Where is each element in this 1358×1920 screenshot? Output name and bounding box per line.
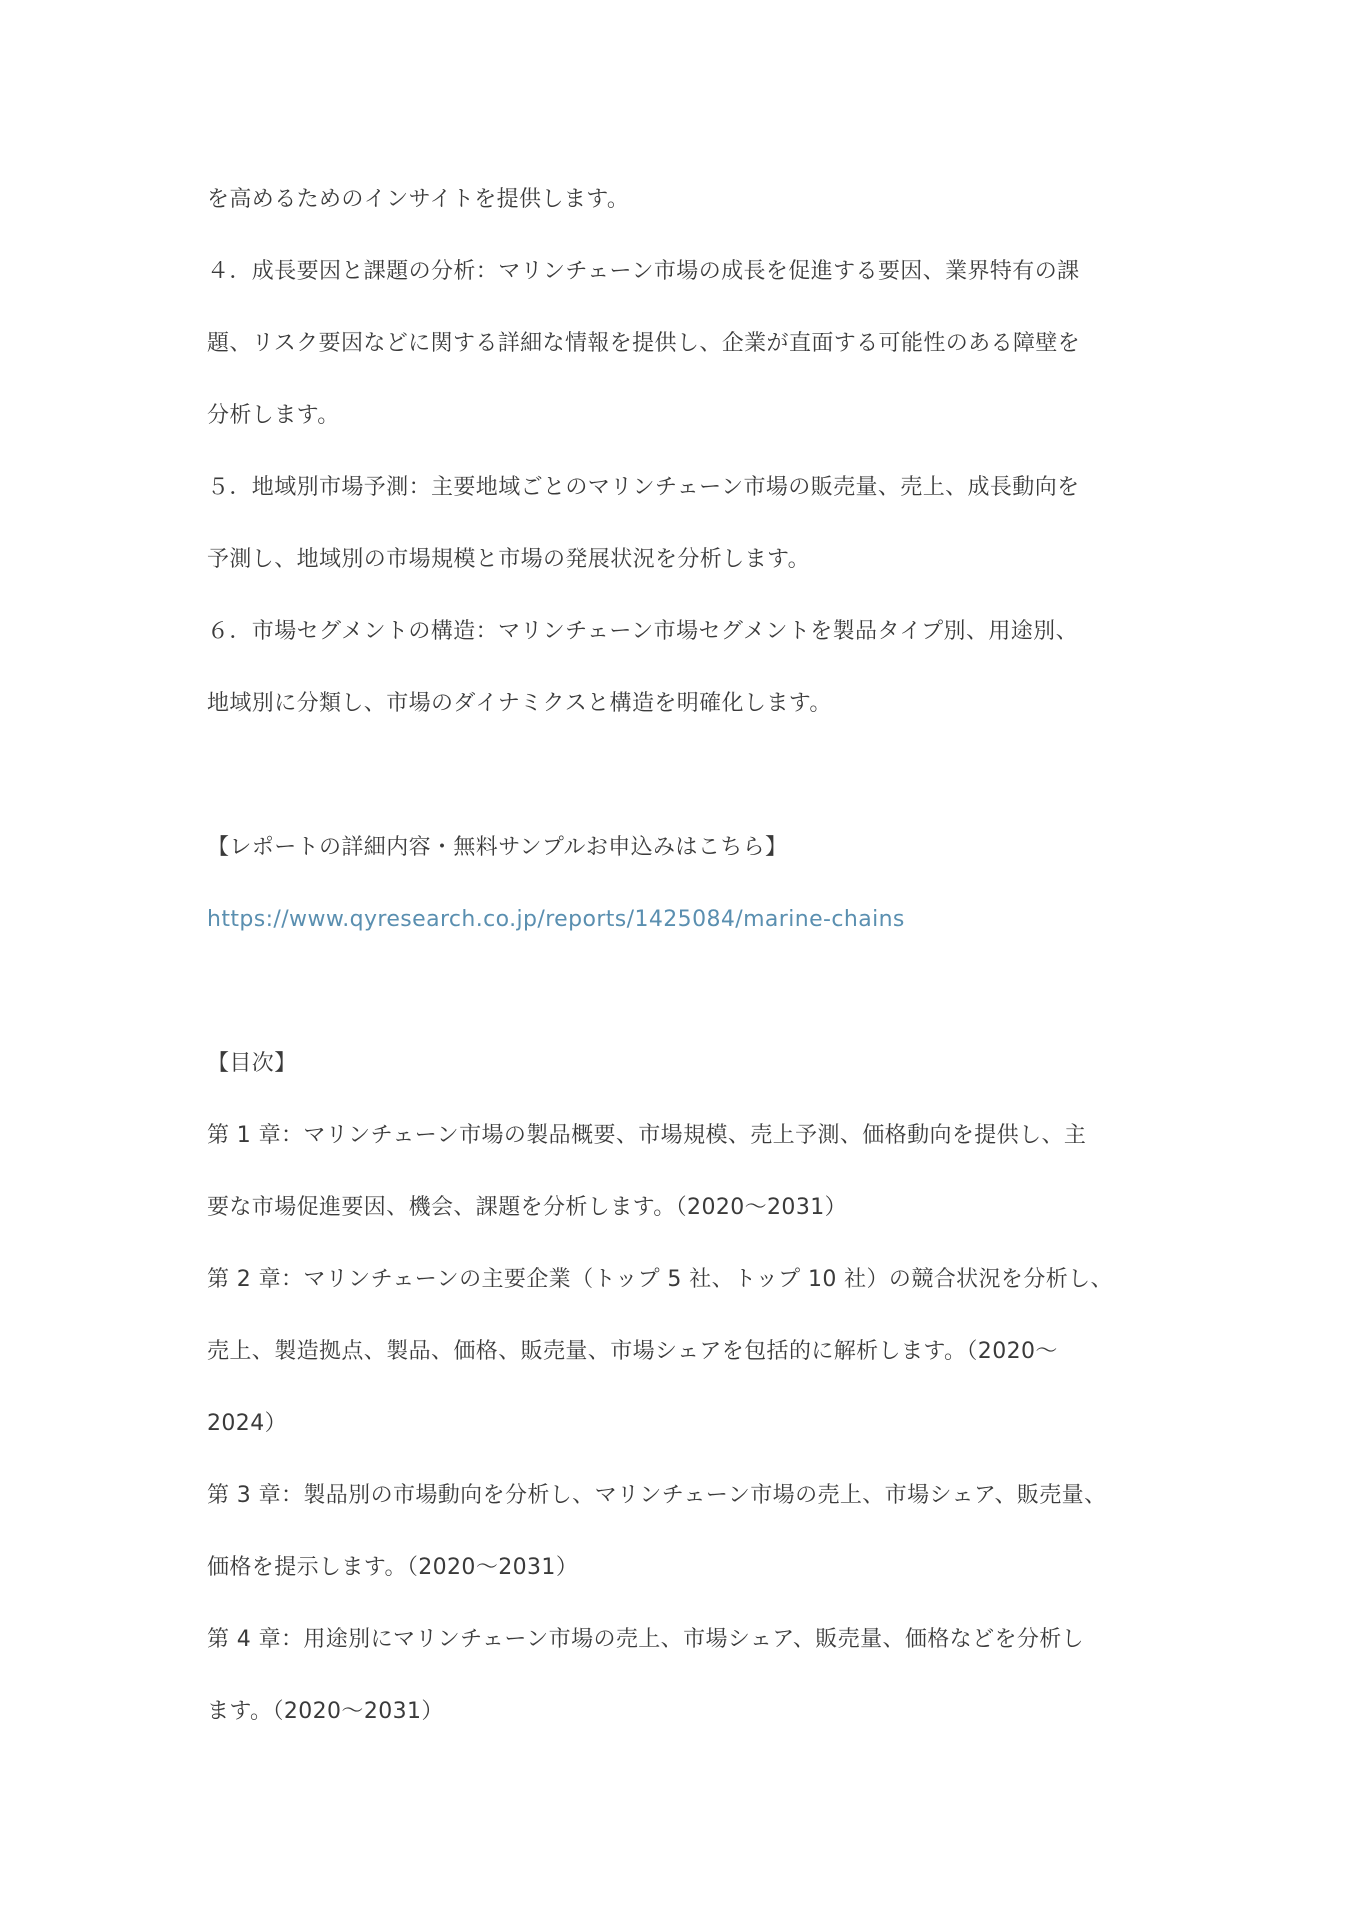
body-line: 題、リスク要因などに関する詳細な情報を提供し、企業が直面する可能性のある障壁を	[207, 331, 1081, 356]
body-line: 予測し、地域別の市場規模と市場の発展状況を分析します。	[207, 547, 811, 572]
body-line: ４．成長要因と課題の分析：マリンチェーン市場の成長を促進する要因、業界特有の課	[207, 259, 1080, 284]
toc-heading: 【目次】	[207, 1051, 297, 1076]
toc-line: 第 2 章：マリンチェーンの主要企業（トップ 5 社、トップ 10 社）の競合状況を分析し、	[207, 1267, 1113, 1292]
toc-line: 第 4 章：用途別にマリンチェーン市場の売上、市場シェア、販売量、価格などを分析し	[207, 1627, 1085, 1652]
toc-line: 2024）	[207, 1411, 287, 1436]
body-line: 地域別に分類し、市場のダイナミクスと構造を明確化します。	[207, 691, 832, 716]
body-line: 分析します。	[207, 403, 340, 428]
toc-line: 売上、製造拠点、製品、価格、販売量、市場シェアを包括的に解析します。（2020～	[207, 1339, 1058, 1364]
body-line: ５．地域別市場予測：主要地域ごとのマリンチェーン市場の販売量、売上、成長動向を	[207, 475, 1080, 500]
toc-line: 第 1 章：マリンチェーン市場の製品概要、市場規模、売上予測、価格動向を提供し、主	[207, 1123, 1087, 1148]
toc-line: 価格を提示します。（2020～2031）	[207, 1555, 579, 1580]
toc-line: 第 3 章：製品別の市場動向を分析し、マリンチェーン市場の売上、市場シェア、販売量、	[207, 1483, 1107, 1508]
toc-line: 要な市場促進要因、機会、課題を分析します。（2020～2031）	[207, 1195, 848, 1220]
report-link[interactable]: https://www.qyresearch.co.jp/reports/1425084/marine-chains	[207, 907, 905, 932]
report-heading: 【レポートの詳細内容・無料サンプルお申込みはこちら】	[207, 835, 788, 860]
toc-line: ます。（2020～2031）	[207, 1699, 444, 1724]
body-line: を高めるためのインサイトを提供します。	[207, 187, 630, 212]
body-line: ６．市場セグメントの構造：マリンチェーン市場セグメントを製品タイプ別、用途別、	[207, 619, 1078, 644]
